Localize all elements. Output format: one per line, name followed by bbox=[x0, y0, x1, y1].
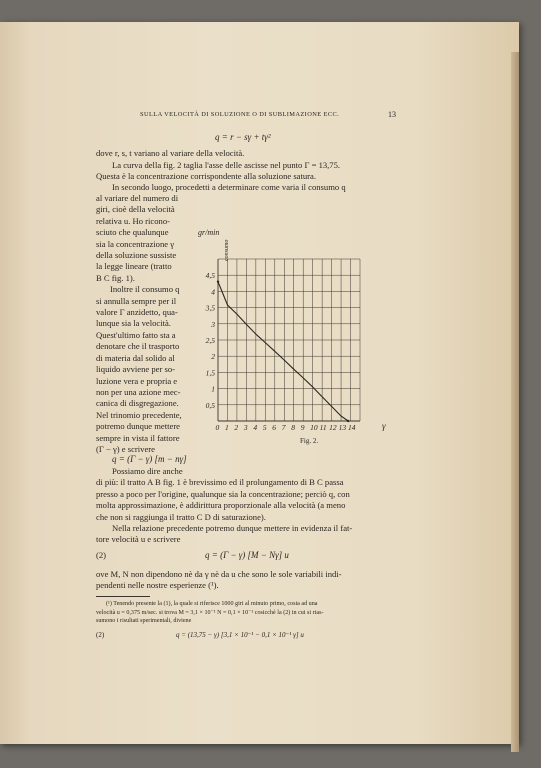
para2-line: di più: il tratto A B fig. 1 è brevissimo ed il prolungamento di B C passa bbox=[96, 477, 344, 488]
para1-line3: Questa è la concentrazione corrispondente alla soluzione satura. bbox=[96, 171, 317, 181]
para3-line1: ove M, N non dipendono nè da γ nè da u che sono le sole variabili indi- bbox=[96, 569, 342, 579]
left-line: canica di disgregazione. bbox=[96, 398, 179, 409]
x-tick-label: 14 bbox=[348, 423, 356, 432]
left-line: Quest'ultimo fatto sta a bbox=[96, 329, 176, 340]
left-line: della soluzione sussiste bbox=[96, 250, 177, 261]
x-tick-label: 2 bbox=[234, 423, 239, 432]
footnote-rule bbox=[96, 596, 150, 597]
footnote-block bbox=[96, 600, 323, 626]
left-line: lunque sia la velocità. bbox=[96, 318, 171, 329]
formula-top: q = r − sγ + tγ² bbox=[215, 132, 271, 142]
eq2-label: (2) bbox=[96, 550, 107, 560]
y-tick-label: 2,5 bbox=[205, 336, 215, 345]
y-tick-label: 3,5 bbox=[205, 303, 215, 313]
left-line: giri, cioè della velocità bbox=[96, 204, 175, 215]
y-tick-label: 4 bbox=[211, 287, 215, 297]
footnote-eq-label: (2) bbox=[96, 631, 105, 639]
book-page bbox=[0, 22, 519, 744]
y-tick-label: 3 bbox=[211, 319, 215, 329]
x-tick-label: 9 bbox=[300, 423, 305, 432]
running-title: SULLA VELOCITÀ DI SOLUZIONE O DI SUBLIMAZIONE ECC. bbox=[140, 111, 340, 118]
left-line: sempre in vista il fattore bbox=[96, 432, 180, 443]
para1-line2: La curva della fig. 2 taglia l'asse delle ascisse nel punto Γ = 13,75. bbox=[112, 160, 341, 170]
para2-block bbox=[96, 466, 506, 546]
page-edge bbox=[511, 52, 519, 752]
chart-grid bbox=[218, 259, 360, 421]
x-tick-label: 12 bbox=[329, 423, 337, 432]
left-line: Inoltre il consumo q bbox=[110, 284, 180, 295]
left-line: si annulla sempre per il bbox=[96, 295, 177, 306]
footnote-eq: q = (13,75 − γ) [3,1 × 10⁻¹ − 0,1 × 10⁻¹ γ] u bbox=[176, 631, 304, 639]
y-tick-label: 0,5 bbox=[205, 400, 215, 410]
x-tick-label: 0 bbox=[215, 423, 220, 432]
footnote-line: sumono i risultati sperimentali, diviene bbox=[96, 618, 192, 625]
para2-line: molta approssimazione, è addirittura proporzionale alla velocità (a meno bbox=[96, 500, 346, 511]
data-point bbox=[347, 420, 349, 422]
para2-line: presso a poco per l'origine, qualunque sia la concentrazione; perciò q, con bbox=[96, 488, 350, 499]
para1-line1: dove r, s, t variano al variare della velocità. bbox=[96, 148, 245, 158]
left-line: di materia dal solido al bbox=[96, 352, 175, 363]
left-line: denotare che il trasporto bbox=[96, 341, 180, 352]
footnote-line: velocità u = 0,375 m/sec. si trova M = 3,1 × 10⁻¹ N = 0,1 × 10⁻¹ cosicchè la (2) in cui si rias- bbox=[96, 609, 324, 616]
concentration-chart bbox=[196, 221, 396, 453]
x-tick-label: 4 bbox=[253, 423, 258, 432]
left-line: valore Γ anzidetto, qua- bbox=[96, 307, 178, 318]
x-tick-label: 6 bbox=[272, 423, 277, 432]
left-line: (Γ − γ) e scrivere bbox=[96, 443, 155, 454]
y-tick-label: 1,5 bbox=[205, 368, 215, 378]
para2-line: tore velocità u e scrivere bbox=[96, 534, 181, 545]
x-tick-label: 8 bbox=[291, 423, 295, 432]
y-tick-label: 1 bbox=[211, 384, 215, 394]
page-number: 13 bbox=[388, 110, 396, 119]
formula-left: q = (Γ − γ) [m − nγ] bbox=[112, 454, 187, 464]
x-tick-label: 5 bbox=[262, 423, 267, 432]
para2-line: Nella relazione precedente potremo dunque mettere in evidenza il fat- bbox=[112, 523, 353, 534]
x-tick-label: 3 bbox=[243, 423, 248, 432]
x-tick-label: 7 bbox=[281, 423, 286, 432]
figure-caption: Fig. 2. bbox=[300, 437, 319, 445]
para2-line: Possiamo dire anche bbox=[112, 466, 183, 476]
eq2-formula: q = (Γ − γ) [M − Nγ] u bbox=[205, 550, 289, 560]
y-tick-label: 2 bbox=[211, 352, 215, 362]
series-line bbox=[218, 282, 348, 421]
x-tick-label: 10 bbox=[310, 423, 318, 432]
data-point bbox=[217, 280, 219, 282]
left-line: potremo dunque mettere bbox=[96, 421, 180, 432]
footnote-line: (¹) Tenendo presente la (1), la quale si riferisce 1000 giri al minuto primo, cosia ad una bbox=[106, 601, 318, 607]
para2-line: che non si raggiunga il tratto C D di saturazione). bbox=[96, 511, 266, 522]
x-axis-label: γ bbox=[382, 421, 386, 431]
left-line: sia la concentrazione γ bbox=[96, 238, 174, 249]
left-line: sciuto che qualunque bbox=[96, 227, 169, 238]
left-line: al variare del numero di bbox=[96, 193, 179, 203]
left-line: luzione vera e propria e bbox=[96, 375, 178, 386]
para1-line4: In secondo luogo, procedetti a determinare come varia il consumo q bbox=[112, 182, 346, 192]
x-tick-label: 13 bbox=[338, 423, 347, 432]
left-column-text bbox=[96, 193, 196, 455]
para3-line2: pendenti nelle nostre esperienze (¹). bbox=[96, 580, 219, 590]
left-line: non per una azione mec- bbox=[96, 386, 181, 397]
left-line: Nel trinomio precedente, bbox=[96, 409, 182, 420]
x-tick-label: 1 bbox=[224, 423, 229, 432]
y-axis-label: gr/min bbox=[198, 228, 220, 237]
y-side-label: consumo bbox=[224, 239, 230, 261]
x-tick-label: 11 bbox=[319, 423, 327, 432]
left-line: liquido avviene per so- bbox=[96, 364, 175, 375]
left-line: la legge lineare (tratto bbox=[96, 261, 172, 272]
left-line: B C fig. 1). bbox=[96, 272, 135, 283]
left-line: relativa u. Ho ricono- bbox=[96, 215, 170, 226]
y-tick-label: 4,5 bbox=[205, 271, 215, 281]
